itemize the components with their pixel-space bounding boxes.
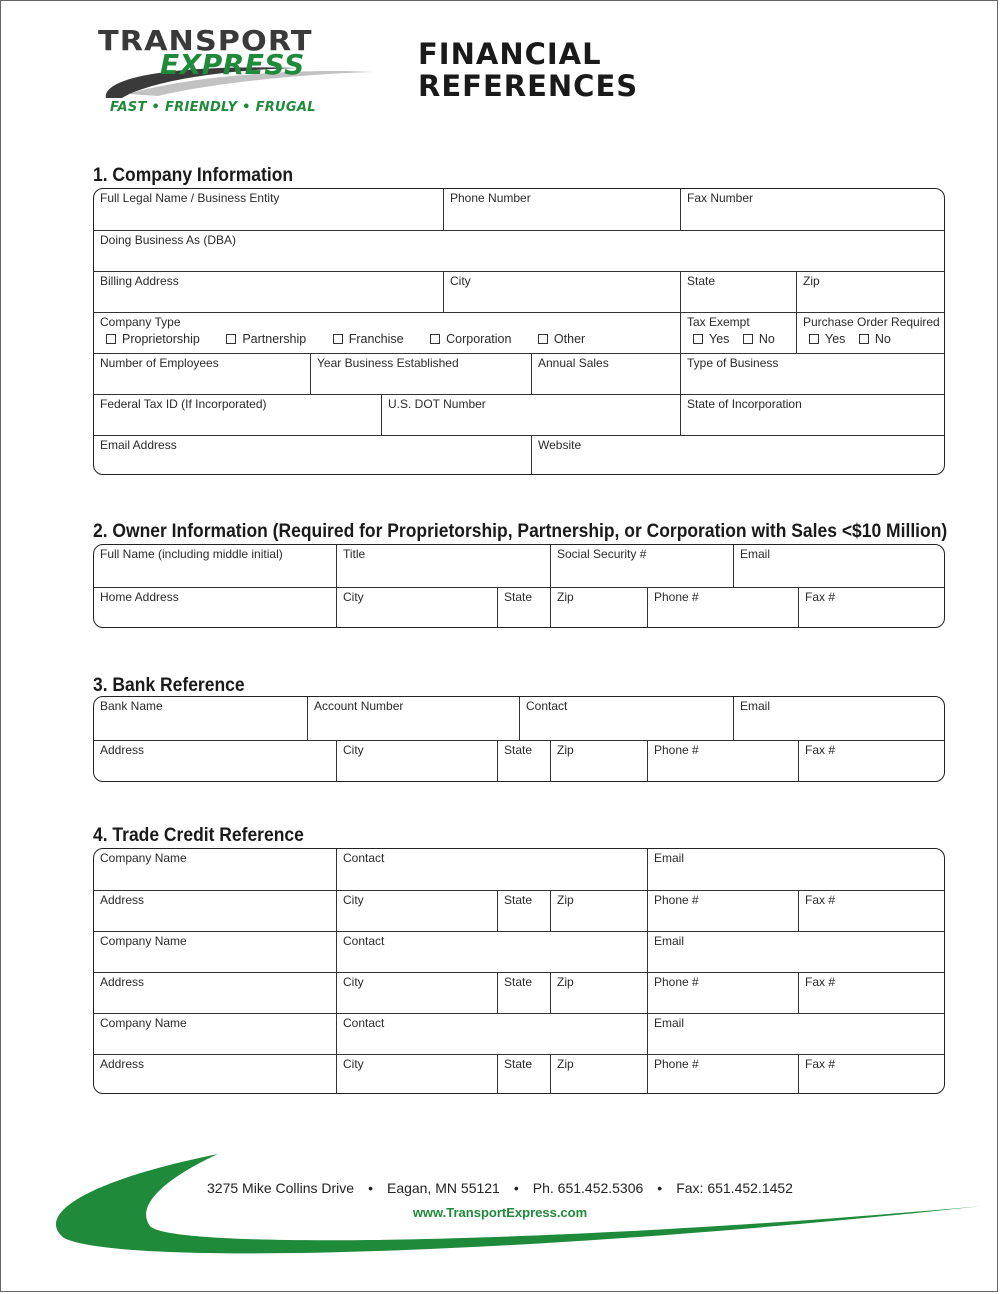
field-label: Email	[654, 934, 685, 948]
field-label: Email	[740, 699, 771, 713]
field-label: Home Address	[100, 590, 179, 604]
trade2-company-name-field[interactable]	[94, 932, 336, 972]
field-label: City	[343, 743, 364, 757]
account-number-field[interactable]	[307, 697, 519, 740]
title-line-1: FINANCIAL	[418, 37, 602, 71]
field-label: Federal Tax ID (If Incorporated)	[100, 397, 267, 411]
trade1-company-name-field[interactable]	[94, 849, 336, 890]
field-label: State	[504, 1057, 533, 1071]
field-label: Email	[740, 547, 771, 561]
field-label: Social Security #	[557, 547, 647, 561]
field-label: City	[343, 590, 364, 604]
form-row	[94, 587, 944, 628]
footer-website-link[interactable]: www.TransportExpress.com	[412, 1205, 588, 1220]
bank-email-field[interactable]	[733, 697, 944, 740]
field-label: Contact	[343, 851, 385, 865]
section-trade-title: 4. Trade Credit Reference	[93, 825, 304, 846]
dot-number-field[interactable]	[381, 395, 680, 435]
footer-separator: •	[368, 1180, 373, 1196]
form-row	[94, 697, 944, 740]
section-company-title: 1. Company Information	[93, 165, 294, 186]
field-label: Phone #	[654, 590, 699, 604]
form-row	[94, 890, 944, 931]
trade1-contact-field[interactable]	[336, 849, 647, 890]
field-label: State	[504, 893, 533, 907]
field-label: Phone #	[654, 893, 699, 907]
trade-reference-form	[93, 848, 945, 1094]
logo-wordmark-express: EXPRESS	[160, 48, 305, 81]
trade2-address-field[interactable]	[94, 973, 336, 1013]
trade1-fax-field[interactable]	[798, 891, 944, 931]
field-label: Zip	[557, 590, 574, 604]
form-row	[94, 435, 944, 475]
field-label: Email Address	[100, 438, 177, 452]
bank-reference-form	[93, 696, 945, 782]
state-of-incorporation-field[interactable]	[680, 395, 944, 435]
option-label: Yes	[825, 332, 846, 346]
field-label: Full Legal Name / Business Entity	[100, 191, 280, 205]
field-label: Number of Employees	[100, 356, 219, 370]
field-label: Bank Name	[100, 699, 163, 713]
field-label: Company Name	[100, 1016, 187, 1030]
bank-state-field[interactable]	[497, 741, 550, 782]
field-label: Company Name	[100, 851, 187, 865]
option-label: Corporation	[446, 332, 512, 346]
federal-tax-id-field[interactable]	[94, 395, 381, 435]
tax-exempt-field	[680, 313, 796, 353]
bank-fax-field[interactable]	[798, 741, 944, 782]
field-label: Phone Number	[450, 191, 531, 205]
field-label: Purchase Order Required	[803, 315, 940, 329]
checkbox-po-yes[interactable]	[809, 332, 845, 346]
trade1-phone-field[interactable]	[647, 891, 798, 931]
form-row	[94, 972, 944, 1013]
field-label: Fax #	[805, 975, 836, 989]
footer-phone: Ph. 651.452.5306	[532, 1180, 644, 1196]
option-label: Yes	[709, 332, 730, 346]
checkbox-icon	[859, 334, 869, 344]
owner-city-field[interactable]	[336, 588, 497, 628]
field-label: U.S. DOT Number	[388, 397, 486, 411]
checkbox-icon	[693, 334, 703, 344]
field-label: State	[504, 975, 533, 989]
field-label: Full Name (including middle initial)	[100, 547, 283, 561]
trade3-city-field[interactable]	[336, 1055, 497, 1094]
bank-phone-field[interactable]	[647, 741, 798, 782]
form-row	[94, 312, 944, 353]
fax-number-field[interactable]	[680, 189, 944, 230]
bank-name-field[interactable]	[94, 697, 307, 740]
bank-city-field[interactable]	[336, 741, 497, 782]
section-bank-title: 3. Bank Reference	[93, 675, 245, 696]
trade1-state-field[interactable]	[497, 891, 550, 931]
footer-contact-line	[0, 1180, 1000, 1196]
annual-sales-field[interactable]	[531, 354, 680, 394]
form-row	[94, 230, 944, 271]
trade3-email-field[interactable]	[647, 1014, 944, 1054]
section-owner-title: 2. Owner Information (Required for Proprietorship, Partnership, or Corporation with Sales <$10 Million)	[93, 521, 948, 542]
checkbox-tax-exempt-yes[interactable]	[693, 332, 729, 346]
field-label: Address	[100, 893, 145, 907]
full-legal-name-field[interactable]	[94, 189, 443, 230]
trade2-city-field[interactable]	[336, 973, 497, 1013]
transport-express-logo	[98, 24, 378, 120]
field-label: State	[687, 274, 716, 288]
phone-number-field[interactable]	[443, 189, 680, 230]
billing-zip-field[interactable]	[796, 272, 944, 312]
field-label: Contact	[343, 934, 385, 948]
trade3-phone-field[interactable]	[647, 1055, 798, 1094]
field-label: Zip	[557, 893, 574, 907]
form-row	[94, 1054, 944, 1094]
checkbox-icon	[743, 334, 753, 344]
field-label: Phone #	[654, 975, 699, 989]
checkbox-icon	[430, 334, 440, 344]
field-label: City	[343, 975, 364, 989]
form-row	[94, 849, 944, 890]
type-of-business-field[interactable]	[680, 354, 944, 394]
owner-phone-field[interactable]	[647, 588, 798, 628]
field-label: Zip	[557, 975, 574, 989]
company-type-field	[94, 313, 680, 353]
trade3-state-field[interactable]	[497, 1055, 550, 1094]
checkbox-proprietorship[interactable]	[106, 332, 200, 346]
checkbox-franchise[interactable]	[333, 332, 404, 346]
field-label: Billing Address	[100, 274, 179, 288]
logo-tagline: FAST • FRIENDLY • FRUGAL	[110, 100, 316, 115]
field-label: State of Incorporation	[687, 397, 802, 411]
owner-state-field[interactable]	[497, 588, 550, 628]
field-label: Contact	[526, 699, 568, 713]
company-type-options	[106, 332, 608, 346]
field-label: State	[504, 743, 533, 757]
logo-wordmark-transport: TRANSPORT	[98, 24, 313, 57]
checkbox-po-no[interactable]	[859, 332, 891, 346]
bank-contact-field[interactable]	[519, 697, 733, 740]
trade2-contact-field[interactable]	[336, 932, 647, 972]
field-label: Contact	[343, 1016, 385, 1030]
website-field[interactable]	[531, 436, 944, 475]
field-label: Address	[100, 975, 145, 989]
checkbox-partnership[interactable]	[226, 332, 306, 346]
owner-full-name-field[interactable]	[94, 545, 336, 587]
field-label: Fax #	[805, 893, 836, 907]
field-label: City	[343, 1057, 364, 1071]
owner-home-address-field[interactable]	[94, 588, 336, 628]
footer-city-state: Eagan, MN 55121	[386, 1180, 500, 1196]
owner-email-field[interactable]	[733, 545, 944, 587]
billing-state-field[interactable]	[680, 272, 796, 312]
option-label: Other	[553, 332, 586, 346]
email-address-field[interactable]	[94, 436, 531, 475]
trade2-state-field[interactable]	[497, 973, 550, 1013]
field-label: Website	[538, 438, 582, 452]
trade1-city-field[interactable]	[336, 891, 497, 931]
field-label: Zip	[557, 1057, 574, 1071]
field-label: Fax #	[805, 743, 836, 757]
title-line-2: REFERENCES	[418, 69, 639, 103]
footer-separator: •	[657, 1180, 663, 1196]
checkbox-icon	[226, 334, 236, 344]
option-label: Proprietorship	[122, 332, 200, 346]
owner-zip-field[interactable]	[550, 588, 647, 628]
field-label: City	[450, 274, 471, 288]
trade1-address-field[interactable]	[94, 891, 336, 931]
trade2-email-field[interactable]	[647, 932, 944, 972]
field-label: City	[343, 893, 364, 907]
document-title	[418, 38, 638, 102]
field-label: Title	[343, 547, 366, 561]
footer-address: 3275 Mike Collins Drive	[207, 1180, 355, 1196]
trade1-zip-field[interactable]	[550, 891, 647, 931]
checkbox-icon	[333, 334, 343, 344]
field-label: Address	[100, 1057, 145, 1071]
form-row	[94, 931, 944, 972]
field-label: Tax Exempt	[687, 315, 750, 329]
year-established-field[interactable]	[310, 354, 531, 394]
trade3-company-name-field[interactable]	[94, 1014, 336, 1054]
option-label: No	[758, 332, 775, 346]
form-row	[94, 545, 944, 587]
field-label: Account Number	[314, 699, 404, 713]
field-label: Zip	[803, 274, 820, 288]
field-label: Phone #	[654, 743, 699, 757]
bank-address-field[interactable]	[94, 741, 336, 782]
field-label: Annual Sales	[538, 356, 609, 370]
field-label: Fax #	[805, 590, 836, 604]
trade3-fax-field[interactable]	[798, 1055, 944, 1094]
billing-city-field[interactable]	[443, 272, 680, 312]
option-label: Partnership	[242, 332, 307, 346]
form-row	[94, 271, 944, 312]
billing-address-field[interactable]	[94, 272, 443, 312]
field-label: Zip	[557, 743, 574, 757]
trade3-address-field[interactable]	[94, 1055, 336, 1094]
checkbox-icon	[538, 334, 548, 344]
footer-fax: Fax: 651.452.1452	[676, 1180, 793, 1196]
field-label: State	[504, 590, 533, 604]
tax-exempt-options	[693, 332, 775, 346]
owner-ssn-field[interactable]	[550, 545, 733, 587]
trade2-phone-field[interactable]	[647, 973, 798, 1013]
field-label: Year Business Established	[317, 356, 459, 370]
footer-separator: •	[513, 1180, 519, 1196]
trade2-zip-field[interactable]	[550, 973, 647, 1013]
field-label: Type of Business	[687, 356, 779, 370]
company-info-form	[93, 188, 945, 475]
form-row	[94, 353, 944, 394]
trade1-email-field[interactable]	[647, 849, 944, 890]
form-row	[94, 394, 944, 435]
employees-field[interactable]	[94, 354, 310, 394]
option-label: No	[874, 332, 891, 346]
field-label: Email	[654, 1016, 685, 1030]
field-label: Email	[654, 851, 685, 865]
field-label: Company Name	[100, 934, 187, 948]
po-required-options	[809, 332, 891, 346]
field-label: Address	[100, 743, 145, 757]
checkbox-tax-exempt-no[interactable]	[743, 332, 775, 346]
form-row	[94, 740, 944, 782]
dba-field[interactable]	[94, 231, 944, 271]
owner-title-field[interactable]	[336, 545, 550, 587]
field-label: Fax Number	[687, 191, 754, 205]
checkbox-icon	[809, 334, 819, 344]
form-row	[94, 189, 944, 230]
footer-swoosh-icon	[0, 1140, 1000, 1260]
field-label: Fax #	[805, 1057, 836, 1071]
field-label: Phone #	[654, 1057, 699, 1071]
po-required-field	[796, 313, 944, 353]
checkbox-other[interactable]	[538, 332, 585, 346]
checkbox-corporation[interactable]	[430, 332, 511, 346]
trade3-zip-field[interactable]	[550, 1055, 647, 1094]
trade3-contact-field[interactable]	[336, 1014, 647, 1054]
bank-zip-field[interactable]	[550, 741, 647, 782]
trade2-fax-field[interactable]	[798, 973, 944, 1013]
option-label: Franchise	[348, 332, 404, 346]
field-label: Doing Business As (DBA)	[100, 233, 237, 247]
form-row	[94, 1013, 944, 1054]
owner-info-form	[93, 544, 945, 628]
field-label: Company Type	[100, 315, 181, 329]
checkbox-icon	[106, 334, 116, 344]
owner-fax-field[interactable]	[798, 588, 944, 628]
